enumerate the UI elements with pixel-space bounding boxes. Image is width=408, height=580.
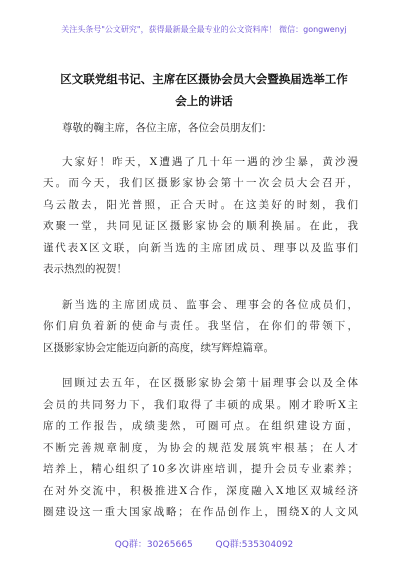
footer-contact	[0, 537, 408, 550]
document-title	[40, 68, 368, 112]
text-line: 大家好！昨天，X遭遇了几十年一遇的沙尘暴，黄沙漫	[62, 155, 358, 168]
text-line: 席的工作报告，成绩斐然，可圈可点。在组织建设方面，	[43, 420, 358, 432]
text-line: 在对外交流中，积极推进X合作，深度融入X地区双城经济	[43, 484, 358, 497]
paragraph-greeting	[62, 118, 358, 140]
text-line: 培养上，精心组织了10多次讲座培训，提升会员专业素养；	[43, 463, 358, 475]
text-line: 回顾过去五年，在区摄影家协会第十届理事会以及全体	[62, 377, 358, 389]
text-line: 天。而今天，我们区摄影家协会第十一次会员大会召开，	[43, 177, 358, 189]
text-line: 谨代表X区文联，向新当选的主席团成员、理事以及监事们	[43, 241, 358, 254]
text-line: 新当选的主席团成员、监事会、理事会的各位成员们，	[62, 298, 358, 311]
title-line-2: 会上的讲话	[175, 94, 233, 108]
text-line: 会员的共同努力下，我们取得了丰硕的成果。刚才聆听X主	[43, 398, 358, 411]
header-note: 关注头条号"公文研究"，获得最新最全最专业的公文资料库！ 微信：gongwenyj	[61, 25, 347, 34]
footer-qq-group-2: QQ群:535304092	[215, 540, 294, 550]
paragraph	[43, 295, 358, 360]
title-line-1: 区文联党组书记、主席在区摄协会员大会暨换届选举工作	[60, 72, 348, 86]
text-line: 欢聚一堂，共同见证区摄影家协会的顺利换届。在此，我	[43, 220, 358, 232]
text-line: 你们肩负着新的使命与责任。我坚信，在你们的带领下，	[43, 320, 358, 332]
text-line: 不断完善规章制度，为协会的规范发展筑牢根基；在人才	[43, 441, 358, 454]
document-body	[43, 118, 358, 538]
paragraph	[43, 152, 358, 281]
footer-qq-group-1: QQ群：30265665	[114, 540, 193, 550]
text-line: 尊敬的鞠主席，各位主席，各位会员朋友们：	[62, 122, 272, 134]
text-line: 表示热烈的祝贺！	[43, 263, 127, 275]
text-line: 区摄影家协会定能迈向新的高度，续写辉煌篇章。	[43, 341, 274, 354]
text-line: 圈建设这一重大国家战略；在作品创作上，围绕X的人文风	[43, 506, 358, 518]
paragraph	[43, 373, 358, 524]
text-line: 乌云散去，阳光普照，正合天时。在这美好的时刻，我们	[43, 198, 358, 211]
